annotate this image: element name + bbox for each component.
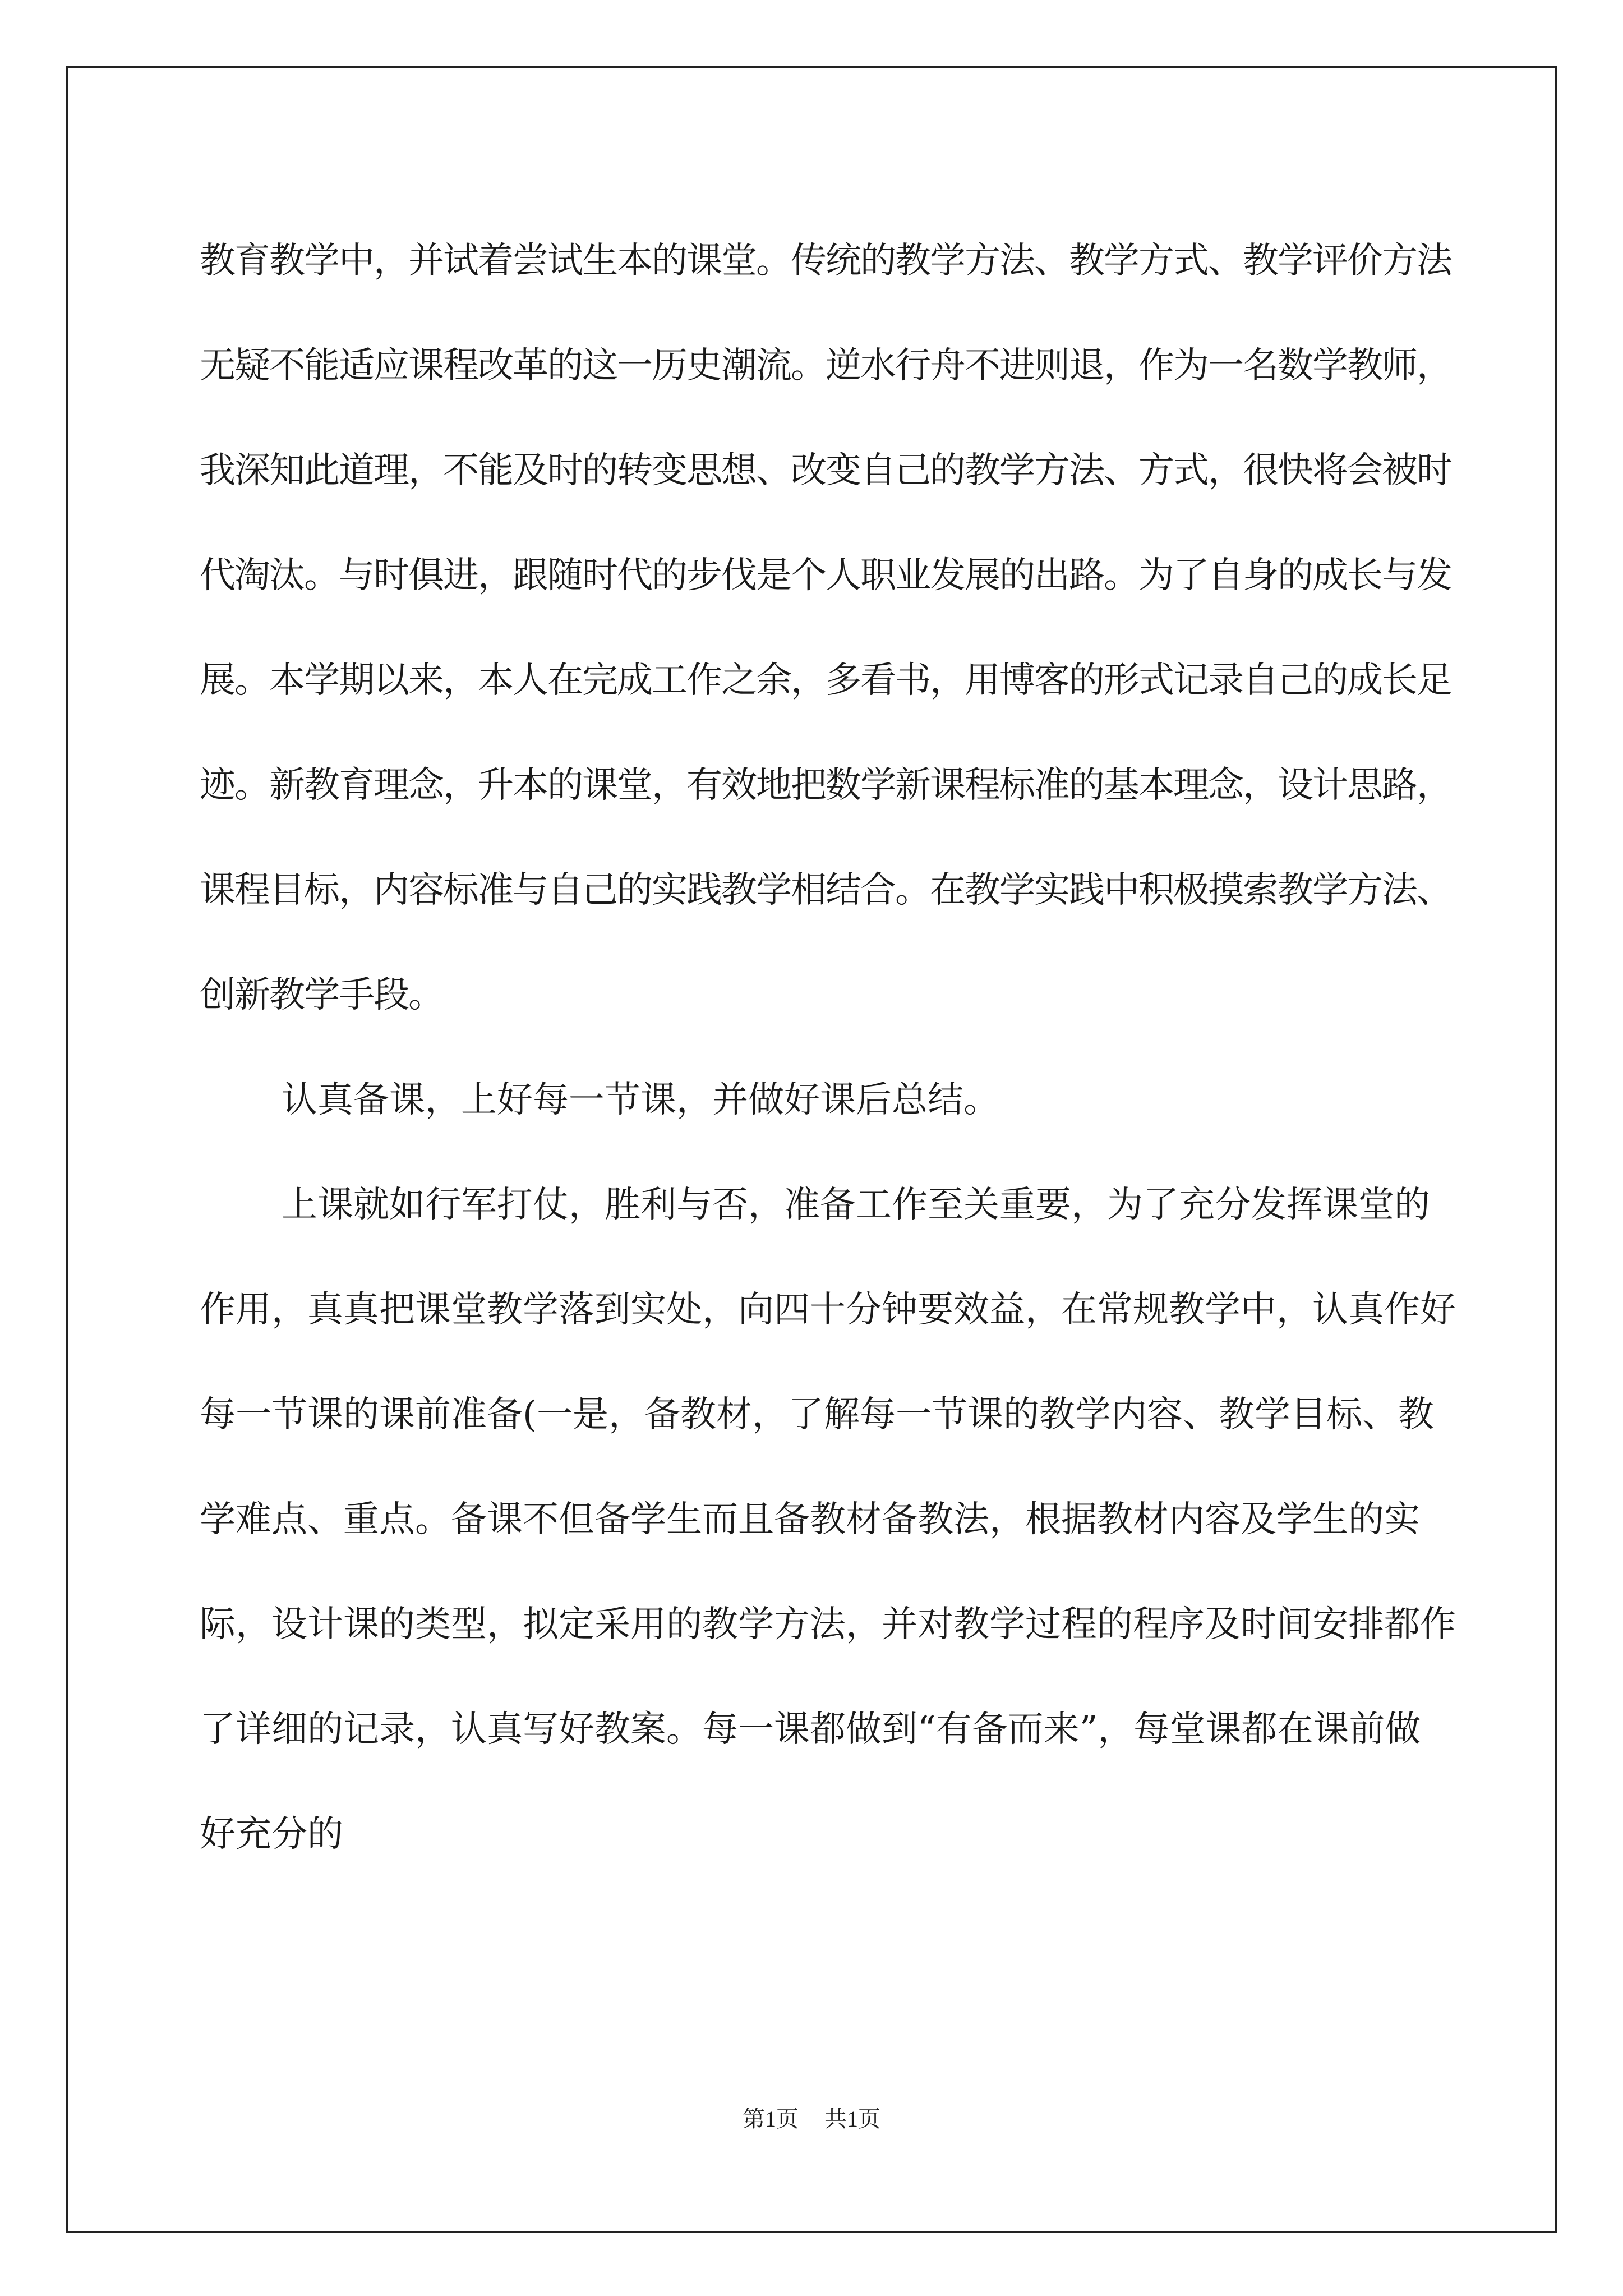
paragraph-2: 认真备课，上好每一节课，并做好课后总结。 (282, 1079, 999, 1121)
paragraph-3: 上课就如行军打仗，胜利与否，准备工作至关重要，为了充分发挥课堂的作用，真真把课堂教学落到实处，向四十分钟要效益，在常规教学中，认真作好每一节课的课前准备(一是，备教材，了解每一节课的教学内容、教学目标、教学难点、重点。备课不但备学生而且备教材备教法，根据教材内容及学生的实际，设计课的类型，拟定采用的教学方法，并对教学过程的程序及时间安排都作了详细的记录，认真写好教案。每一课都做到“有备而来”，每堂课都在课前做好充分的 (200, 1184, 1456, 1855)
document-body (200, 209, 1456, 1887)
page-total: 共1页 (824, 2106, 880, 2132)
paragraph-1: 教育教学中，并试着尝试生本的课堂。传统的教学方法、教学方式、教学评价方法无疑不能适应课程改革的这一历史潮流。逆水行舟不进则退，作为一名数学教师，我深知此道理，不能及时的转变思想、改变自己的教学方法、方式，很快将会被时代淘汰。与时俱进，跟随时代的步伐是个人职业发展的出路。为了自身的成长与发展。本学期以来，本人在完成工作之余，多看书，用博客的形式记录自己的成长足迹。新教育理念，升本的课堂，有效地把数学新课程标准的基本理念，设计思路，课程目标，内容标准与自己的实践教学相结合。在教学实践中积极摸索教学方法、创新教学手段。 (200, 240, 1451, 1016)
page-footer (0, 2101, 1623, 2133)
page-number: 第1页 (743, 2106, 799, 2132)
